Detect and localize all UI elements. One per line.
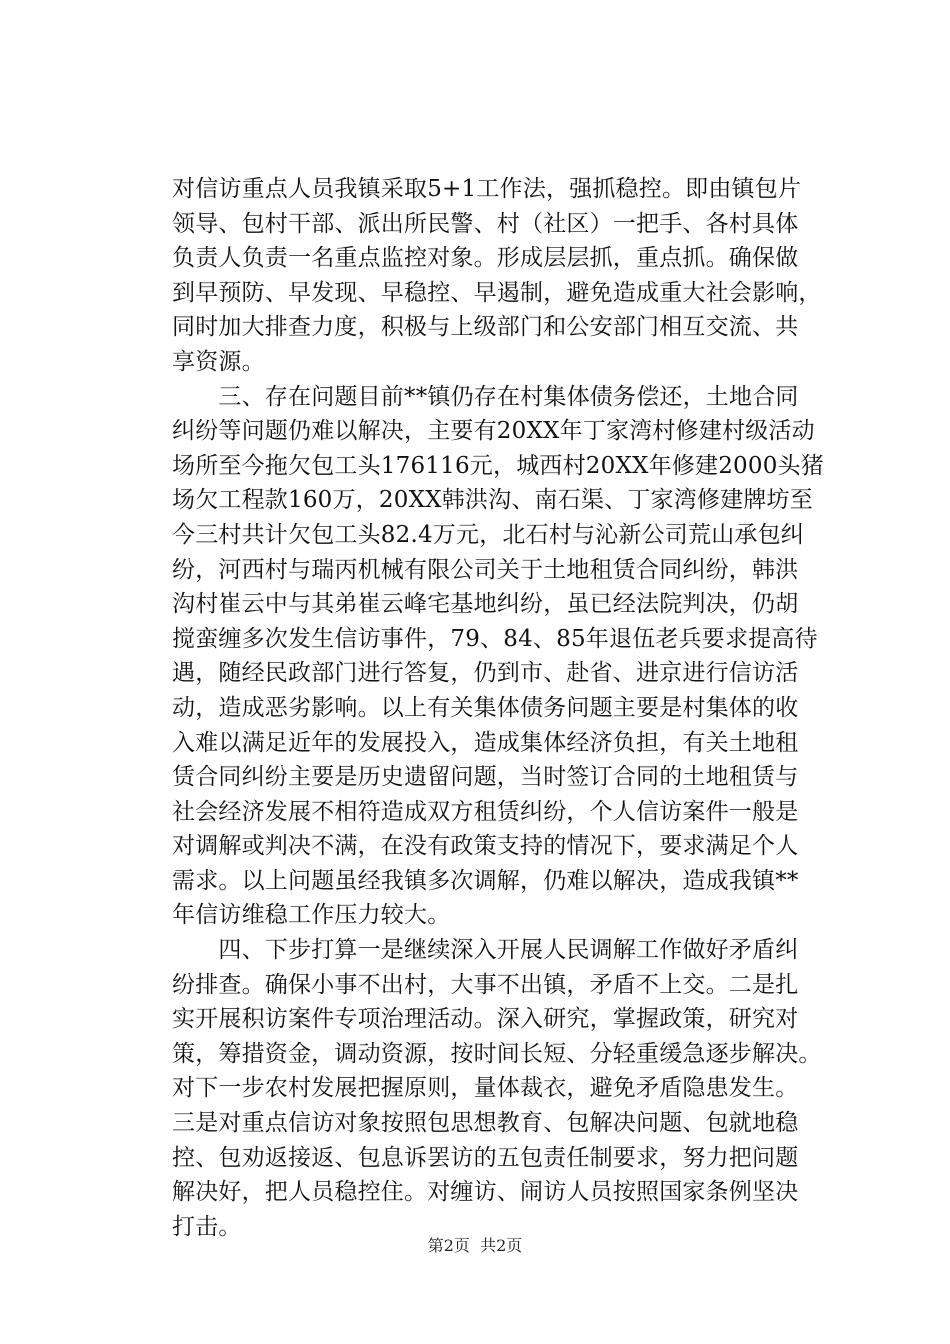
text-line: 社会经济发展不相符造成双方租赁纠纷，个人信访案件一般是 [172,798,799,825]
text-line: 纷排查。确保小事不出村，大事不出镇，矛盾不上交。二是扎 [172,971,799,998]
text-line: 控、包劝返接返、包息诉罢访的五包责任制要求，努力把问题 [172,1144,799,1171]
text-line: 到早预防、早发现、早稳控、早遏制，避免造成重大社会影响， [172,279,822,306]
text-line: 纷，河西村与瑞丙机械有限公司关于土地租赁合同纠纷，韩洪 [172,556,799,583]
text-line: 搅蛮缠多次发生信访事件，79、84、85年退伍老兵要求提高待 [172,625,818,652]
page-number-label: 第2页 共2页 [427,1236,523,1255]
text-line: 打击。 [172,1213,242,1240]
document-body [172,172,824,1244]
text-line: 三、存在问题目前**镇仍存在村集体债务偿还，土地合同 [172,383,799,410]
text-line: 需求。以上问题虽经我镇多次调解，仍难以解决，造成我镇** [172,867,799,894]
text-line: 三是对重点信访对象按照包思想教育、包解决问题、包就地稳 [172,1110,799,1137]
text-line: 今三村共计欠包工头82.4万元，北石村与沁新公司荒山承包纠 [172,521,805,548]
page-footer [0,1236,950,1256]
text-line: 对调解或判决不满，在没有政策支持的情况下，要求满足个人 [172,833,799,860]
text-line: 场欠工程款160万，20XX韩洪沟、南石渠、丁家湾修建牌坊至 [172,487,813,514]
text-line: 领导、包村干部、派出所民警、村（社区）一把手、各村具体 [172,210,799,237]
text-line: 遇，随经民政部门进行答复，仍到市、赴省、进京进行信访活 [172,660,799,687]
text-line: 对下一步农村发展把握原则，量体裁衣，避免矛盾隐患发生。 [172,1075,799,1102]
text-line: 年信访维稳工作压力较大。 [172,902,451,929]
text-line: 场所至今拖欠包工头176116元，城西村20XX年修建2000头猪 [172,452,824,479]
text-line: 享资源。 [172,348,265,375]
text-line: 实开展积访案件专项治理活动。深入研究，掌握政策，研究对 [172,1006,799,1033]
text-line: 解决好，把人员稳控住。对缠访、闹访人员按照国家条例坚决 [172,1179,799,1206]
text-line: 赁合同纠纷主要是历史遗留问题，当时签订合同的土地租赁与 [172,764,799,791]
text-line: 动，造成恶劣影响。以上有关集体债务问题主要是村集体的收 [172,694,799,721]
text-line: 入难以满足近年的发展投入，造成集体经济负担，有关土地租 [172,729,799,756]
text-line: 负责人负责一名重点监控对象。形成层层抓，重点抓。确保做 [172,245,799,272]
text-line: 策，筹措资金，调动资源，按时间长短、分轻重缓急逐步解决。 [172,1040,822,1067]
text-line: 四、下步打算一是继续深入开展人民调解工作做好矛盾纠 [172,937,799,964]
text-line: 对信访重点人员我镇采取5+1工作法，强抓稳控。即由镇包片 [172,176,802,202]
text-line: 沟村崔云中与其弟崔云峰宅基地纠纷，虽已经法院判决，仍胡 [172,591,799,618]
text-line: 同时加大排查力度，积极与上级部门和公安部门相互交流、共 [172,314,799,341]
text-line: 纠纷等问题仍难以解决，主要有20XX年丁家湾村修建村级活动 [172,418,815,445]
